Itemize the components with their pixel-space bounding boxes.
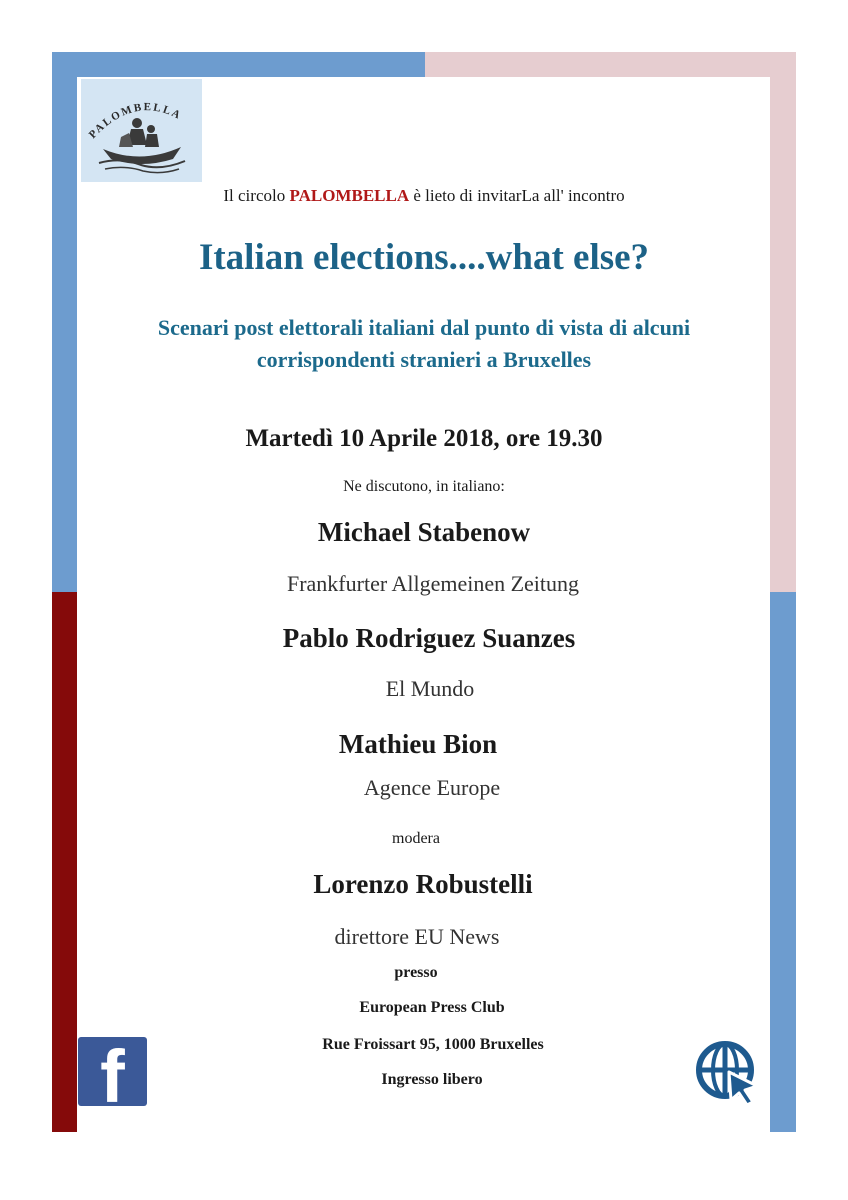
- subtitle-line-2: corrispondenti stranieri a Bruxelles: [256, 347, 592, 372]
- speaker-affiliation-2: El Mundo: [385, 676, 475, 701]
- moderator-role: direttore EU News: [334, 924, 500, 949]
- speaker-affiliation-3: Agence Europe: [363, 775, 501, 800]
- web-globe-cursor-icon[interactable]: [693, 1036, 763, 1106]
- entry-info: Ingresso libero: [381, 1071, 483, 1088]
- invitation-line: [0, 186, 848, 206]
- venue-name: European Press Club: [359, 999, 505, 1016]
- moderator-label: modera: [392, 830, 440, 847]
- speaker-name-1: Michael Stabenow: [317, 517, 531, 547]
- invitation-suffix: è lieto di invitarLa all' incontro: [409, 186, 625, 205]
- speaker-affiliation-1: Frankfurter Allgemeinen Zeitung: [286, 571, 580, 596]
- facebook-icon[interactable]: f: [78, 1037, 147, 1106]
- subtitle-line-1: Scenari post elettorali italiani dal punto di vista di alcuni: [157, 315, 691, 340]
- venue-label: presso: [394, 964, 438, 981]
- logo-text: PALOMBELLA: [86, 101, 184, 141]
- speaker-name-2: Pablo Rodriguez Suanzes: [282, 623, 576, 653]
- event-subtitle: [0, 312, 848, 376]
- speaker-name-3: Mathieu Bion: [338, 729, 498, 759]
- moderator-name: Lorenzo Robustelli: [313, 869, 533, 899]
- palombella-logo: [81, 79, 202, 182]
- event-date: Martedì 10 Aprile 2018, ore 19.30: [245, 425, 603, 452]
- event-title: Italian elections....what else?: [198, 237, 650, 278]
- discussion-intro: Ne discutono, in italiano:: [343, 478, 505, 495]
- venue-address: Rue Froissart 95, 1000 Bruxelles: [322, 1036, 544, 1053]
- palombella-logo-image: [81, 79, 202, 182]
- invitation-prefix: Il circolo: [223, 186, 290, 205]
- invitation-brand: PALOMBELLA: [289, 186, 410, 205]
